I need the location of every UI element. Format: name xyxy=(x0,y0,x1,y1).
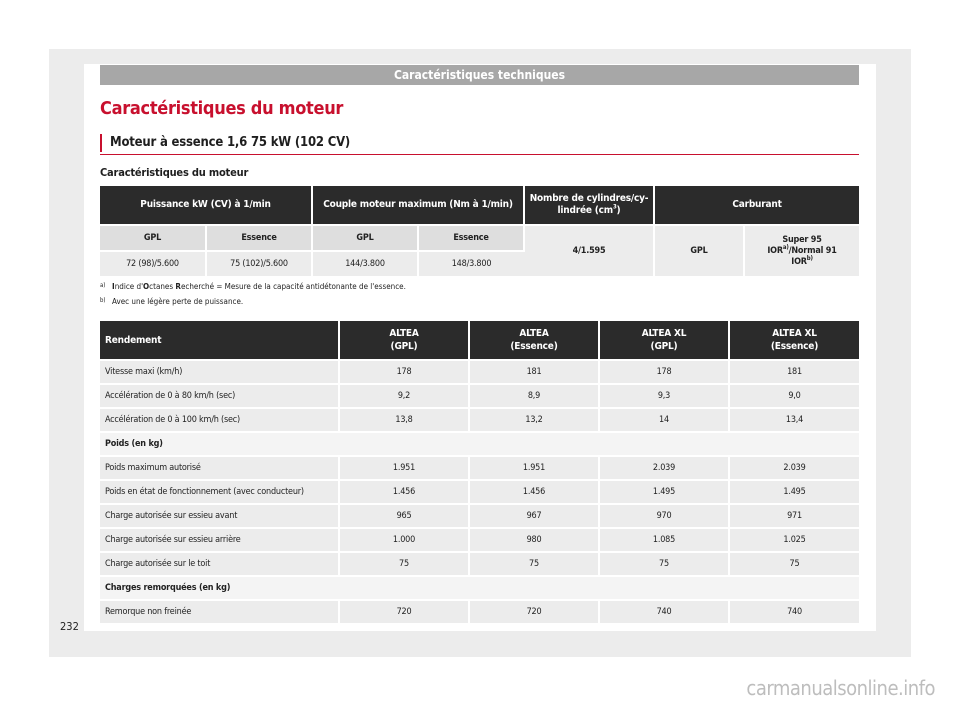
table-row xyxy=(100,528,859,552)
table-row xyxy=(100,360,859,384)
row-value: 740 xyxy=(729,600,859,623)
page-number: 232 xyxy=(60,620,79,633)
footnote-a-part2: ctanes xyxy=(149,282,176,291)
row-value: 967 xyxy=(469,504,599,528)
category-row xyxy=(100,432,859,456)
row-value: 178 xyxy=(599,360,729,384)
subtitle-bar xyxy=(100,132,859,155)
header-cylinders-close: ) xyxy=(616,205,621,216)
page-title: Caractéristiques du moteur xyxy=(100,98,344,119)
row-value: 13,2 xyxy=(469,408,599,432)
perf-header-alteaxl-essence-l1: ALTEA XL xyxy=(772,328,817,339)
row-value: 980 xyxy=(469,528,599,552)
performance-table xyxy=(100,321,859,623)
value-torque-essence: 148/3.800 xyxy=(418,251,524,276)
row-value: 971 xyxy=(729,504,859,528)
row-value: 1.456 xyxy=(339,480,469,504)
table-row xyxy=(100,456,859,480)
row-value: 8,9 xyxy=(469,384,599,408)
perf-header-alteaxl-essence-l2: (Essence) xyxy=(770,341,819,352)
watermark: carmanualsonline.info xyxy=(746,676,935,700)
row-value: 1.456 xyxy=(469,480,599,504)
row-value: 1.495 xyxy=(599,480,729,504)
row-value: 720 xyxy=(469,600,599,623)
row-label: Poids maximum autorisé xyxy=(100,456,339,480)
table-row xyxy=(100,480,859,504)
row-label: Accélération de 0 à 100 km/h (sec) xyxy=(100,408,339,432)
row-value: 13,4 xyxy=(729,408,859,432)
engine-spec-table xyxy=(100,186,859,276)
row-value: 75 xyxy=(339,552,469,576)
row-label: Charge autorisée sur essieu avant xyxy=(100,504,339,528)
table-row xyxy=(100,408,859,432)
row-label: Vitesse maxi (km/h) xyxy=(100,360,339,384)
footnote-a-bold-r: R xyxy=(175,282,181,291)
performance-body xyxy=(100,360,859,623)
perf-header-rendement xyxy=(100,321,339,360)
row-label: Charge autorisée sur le toit xyxy=(100,552,339,576)
footnote-b xyxy=(100,297,406,312)
row-label: Remorque non freinée xyxy=(100,600,339,623)
row-value: 1.495 xyxy=(729,480,859,504)
perf-header-rendement-label: Rendement xyxy=(105,334,162,346)
subheader-torque-gpl: GPL xyxy=(312,225,418,251)
performance-header-row xyxy=(100,321,859,360)
perf-header-alteaxl-gpl-l2: (GPL) xyxy=(650,341,678,352)
perf-header-alteaxl-essence xyxy=(729,321,859,360)
row-label: Accélération de 0 à 80 km/h (sec) xyxy=(100,384,339,408)
row-value: 75 xyxy=(729,552,859,576)
fuel-grade-sup-a: a) xyxy=(782,243,789,251)
perf-header-altea-essence xyxy=(469,321,599,360)
fuel-grade-value xyxy=(744,225,859,276)
subtitle-accent-marker xyxy=(100,134,102,152)
header-cylinders-sup: 3 xyxy=(612,203,617,211)
fuel-grade-line1: Super 95 xyxy=(782,234,822,245)
subheader-power-essence: Essence xyxy=(206,225,312,251)
fuel-grade-line2: /Normal 91 xyxy=(788,245,837,256)
section-header-band: Caractéristiques techniques xyxy=(100,65,859,85)
table-row xyxy=(100,384,859,408)
row-value: 965 xyxy=(339,504,469,528)
row-value: 2.039 xyxy=(729,456,859,480)
header-power: Puissance kW (CV) à 1/min xyxy=(100,186,312,225)
row-value: 75 xyxy=(469,552,599,576)
row-value: 9,3 xyxy=(599,384,729,408)
row-value: 181 xyxy=(469,360,599,384)
subheader-power-gpl: GPL xyxy=(100,225,206,251)
perf-header-altea-essence-l2: (Essence) xyxy=(510,341,558,352)
row-value: 13,8 xyxy=(339,408,469,432)
row-value: 75 xyxy=(599,552,729,576)
perf-header-altea-gpl-l2: (GPL) xyxy=(390,341,418,352)
row-value: 1.951 xyxy=(339,456,469,480)
perf-header-alteaxl-gpl xyxy=(599,321,729,360)
table-row xyxy=(100,504,859,528)
table-row xyxy=(100,600,859,623)
footnote-b-text: Avec une légère perte de puissance. xyxy=(112,297,244,306)
header-fuel: Carburant xyxy=(654,186,859,225)
header-cylinders-line1: Nombre de cylindres/cy- xyxy=(529,193,649,204)
row-value: 1.025 xyxy=(729,528,859,552)
engine-section-label: Caractéristiques du moteur xyxy=(100,166,249,179)
row-value: 1.951 xyxy=(469,456,599,480)
footnote-a-bold-o: O xyxy=(143,282,150,291)
header-cylinders-line2: lindrée (cm xyxy=(557,205,613,216)
row-label: Poids en état de fonctionnement (avec conducteur) xyxy=(100,480,339,504)
value-power-essence: 75 (102)/5.600 xyxy=(206,251,312,276)
category-row xyxy=(100,576,859,600)
row-value: 9,2 xyxy=(339,384,469,408)
value-power-gpl: 72 (98)/5.600 xyxy=(100,251,206,276)
row-value: 1.085 xyxy=(599,528,729,552)
footnote-a-part1: ndice d' xyxy=(114,282,144,291)
footnote-a-text xyxy=(112,282,406,291)
footnote-a xyxy=(100,282,406,297)
fuel-grade-ior-b: IOR xyxy=(791,256,807,267)
category-label: Poids (en kg) xyxy=(100,432,859,456)
engine-subtitle: Moteur à essence 1,6 75 kW (102 CV) xyxy=(110,135,351,150)
footnote-a-mark: a) xyxy=(100,282,106,289)
fuel-type-value: GPL xyxy=(654,225,744,276)
table-row xyxy=(100,552,859,576)
perf-header-alteaxl-gpl-l1: ALTEA XL xyxy=(641,328,687,339)
row-value: 740 xyxy=(599,600,729,623)
footnote-b-mark: b) xyxy=(100,297,106,304)
footnotes xyxy=(100,282,406,312)
header-torque: Couple moteur maximum (Nm à 1/min) xyxy=(312,186,524,225)
perf-header-altea-gpl xyxy=(339,321,469,360)
subheader-torque-essence: Essence xyxy=(418,225,524,251)
header-cylinders xyxy=(524,186,654,225)
row-value: 1.000 xyxy=(339,528,469,552)
row-value: 970 xyxy=(599,504,729,528)
perf-header-altea-gpl-l1: ALTEA xyxy=(389,328,419,339)
fuel-grade-ior-a: IOR xyxy=(767,245,783,256)
row-label: Charge autorisée sur essieu arrière xyxy=(100,528,339,552)
cylinders-value: 4/1.595 xyxy=(524,225,654,276)
category-label: Charges remorquées (en kg) xyxy=(100,576,859,600)
row-value: 9,0 xyxy=(729,384,859,408)
row-value: 720 xyxy=(339,600,469,623)
fuel-grade-sup-b: b) xyxy=(806,254,813,262)
row-value: 178 xyxy=(339,360,469,384)
row-value: 181 xyxy=(729,360,859,384)
engine-table-header-row xyxy=(100,186,859,225)
perf-header-altea-essence-l1: ALTEA xyxy=(519,328,549,339)
footnote-a-part3: echerché = Mesure de la capacité antidétonante de l'essence. xyxy=(180,282,406,291)
row-value: 14 xyxy=(599,408,729,432)
engine-table-subheader-row xyxy=(100,225,859,251)
footnote-a-bold-i: I xyxy=(112,282,115,291)
value-torque-gpl: 144/3.800 xyxy=(312,251,418,276)
row-value: 2.039 xyxy=(599,456,729,480)
